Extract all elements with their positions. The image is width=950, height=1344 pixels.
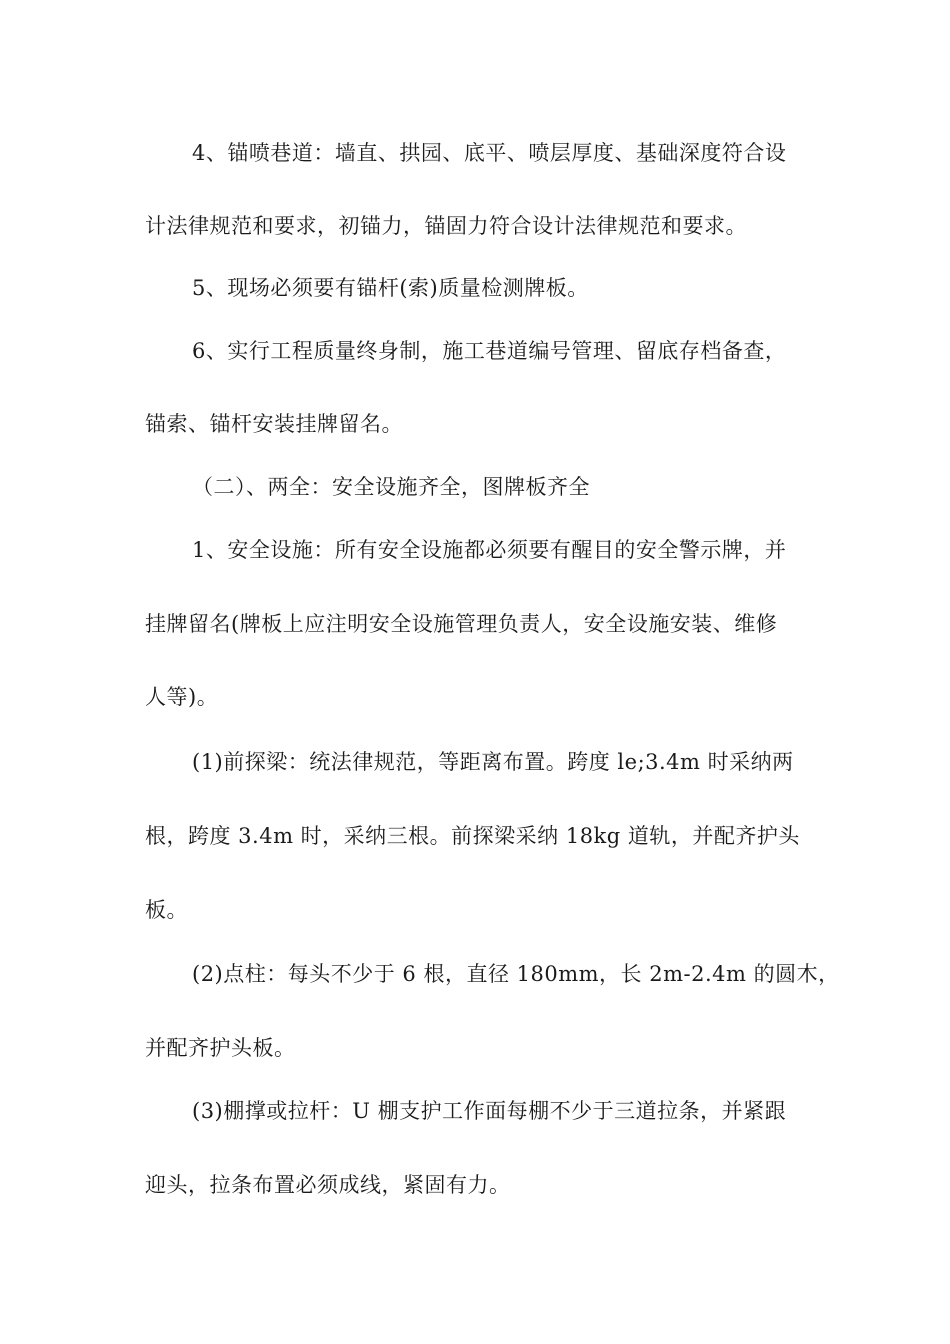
paragraph-line: 迎头，拉条布置必须成线，紧固有力。 (145, 1173, 511, 1197)
paragraph-line: 人等)。 (145, 685, 219, 709)
paragraph-line: (1)前探梁：统法律规范，等距离布置。跨度 le;3.4m 时采纳两 (192, 750, 794, 774)
paragraph-line: 计法律规范和要求，初锚力，锚固力符合设计法律规范和要求。 (145, 214, 747, 238)
paragraph-line: 6、实行工程质量终身制，施工巷道编号管理、留底存档备查， (192, 339, 787, 363)
paragraph-line: 根，跨度 3.4m 时，采纳三根。前探梁采纳 18kg 道轨，并配齐护头 (145, 824, 800, 848)
paragraph-line: (3)棚撑或拉杆：U 棚支护工作面每棚不少于三道拉条，并紧跟 (192, 1099, 787, 1123)
paragraph-line: 4、锚喷巷道：墙直、拱园、底平、喷层厚度、基础深度符合设 (192, 141, 787, 165)
paragraph-line: 挂牌留名(牌板上应注明安全设施管理负责人，安全设施安装、维修 (145, 612, 778, 636)
paragraph-line: 板。 (145, 898, 188, 922)
paragraph-line: 并配齐护头板。 (145, 1036, 296, 1060)
section-heading: （二）、两全：安全设施齐全，图牌板齐全 (192, 475, 590, 499)
paragraph-line: 锚索、锚杆安装挂牌留名。 (145, 412, 403, 436)
paragraph-line: (2)点柱：每头不少于 6 根，直径 180mm，长 2m-2.4m 的圆木， (192, 962, 840, 986)
paragraph-line: 1、安全设施：所有安全设施都必须要有醒目的安全警示牌，并 (192, 538, 787, 562)
paragraph-line: 5、现场必须要有锚杆(索)质量检测牌板。 (192, 276, 589, 300)
